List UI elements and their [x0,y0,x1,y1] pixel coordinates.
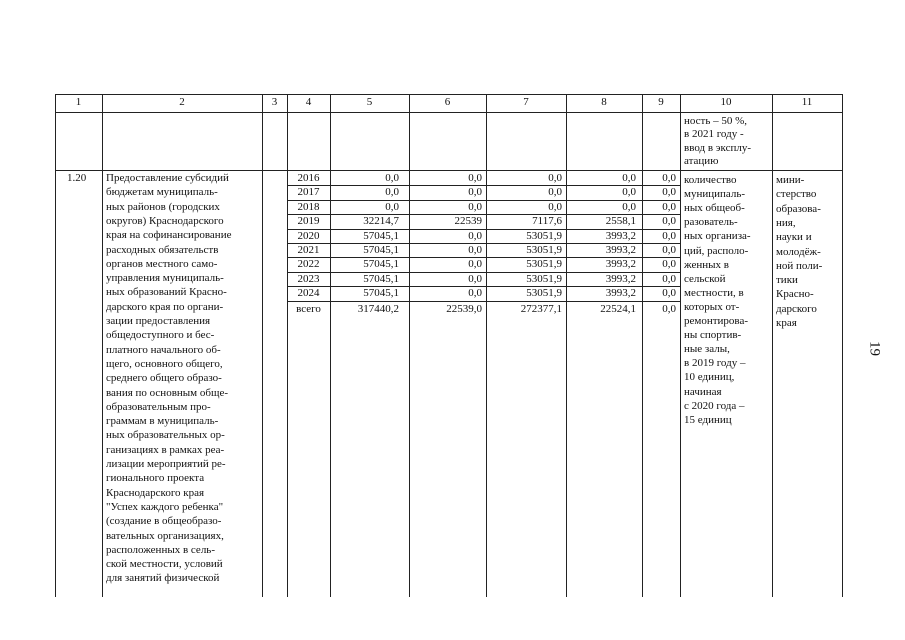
description-line: платного начального об- [106,343,221,356]
value-col6: 0,0 [468,172,482,184]
description-line: (создание в общеобразо- [106,515,222,528]
header-cell-5: 5 [366,96,373,108]
description-line: края на софинансирование [106,229,232,242]
continuation-line: в 2021 году - [684,128,744,141]
value-col9: 0,0 [662,215,676,228]
description-line: округов) Краснодарского [106,214,224,227]
continuation-row-border [55,170,842,171]
column-border-4 [330,94,331,597]
year-cell: 2022 [297,258,320,271]
value-col5: 57045,1 [363,272,399,285]
total-col7: 272377,1 [520,302,562,315]
header-bottom-border [55,112,842,113]
indicator-line: женных в [684,258,729,271]
column-border-9 [680,94,681,597]
description-line: расположенных в сель- [106,543,215,556]
description-line: управления муниципаль- [106,272,224,285]
value-col6: 22539 [454,215,482,228]
column-border-5 [409,94,410,597]
value-col8: 3993,2 [605,244,636,256]
column-border-7 [566,94,567,597]
indicator-line: сельской [684,272,726,285]
responsible-line: мини- [776,174,805,186]
responsible-line: дарского [776,302,817,315]
value-col7: 53051,9 [526,287,562,300]
value-col5: 57045,1 [363,244,399,256]
column-border-0 [55,94,56,597]
value-col5: 0,0 [385,200,399,213]
value-col5: 0,0 [385,186,399,199]
year-cell: 2017 [297,186,320,199]
value-col5: 57045,1 [363,229,399,242]
header-cell-10: 10 [720,96,732,108]
value-col8: 3993,2 [605,229,636,242]
description-line: вания по основным обще- [106,386,228,399]
column-border-1 [102,94,103,597]
description-line: зации предоставления [106,315,211,327]
indicator-line: в 2019 году – [684,357,746,370]
responsible-line: Красно- [776,288,814,301]
column-border-11 [842,94,843,597]
row-number: 1.20 [67,172,87,184]
value-col9: 0,0 [662,200,676,213]
description-line: ганизациях в рамках реа- [106,443,225,456]
description-line: органов местного само- [106,257,218,270]
header-cell-4: 4 [305,96,312,108]
responsible-line: края [776,317,797,329]
indicator-line: которых от- [684,300,740,313]
value-col7: 0,0 [548,200,562,213]
description-line: ных образовательных ор- [106,429,225,442]
year-row-border [287,301,680,302]
continuation-line: ность – 50 %, [684,115,748,127]
value-col5: 57045,1 [363,287,399,300]
indicator-line: муниципаль- [684,188,746,201]
year-cell: 2024 [297,287,320,300]
value-col7: 53051,9 [526,272,562,285]
value-col8: 3993,2 [605,258,636,271]
description-line: граммам в муниципаль- [106,415,219,428]
value-col5: 32214,7 [363,215,399,228]
value-col6: 0,0 [468,272,482,285]
value-col8: 0,0 [622,200,636,213]
description-line: образовательным про- [106,400,211,413]
indicator-line: начиная [684,385,722,398]
total-col9: 0,0 [662,302,676,315]
continuation-line: атацию [684,154,719,167]
indicator-line: ны спортив- [684,329,742,342]
year-cell: 2018 [297,200,320,213]
description-line: гионального проекта [106,472,205,485]
value-col6: 0,0 [468,287,482,300]
description-line: среднего общего образо- [106,372,222,385]
indicator-line: 15 единиц [684,413,732,426]
year-cell: 2019 [297,215,320,228]
value-col9: 0,0 [662,272,676,285]
column-border-6 [486,94,487,597]
value-col8: 2558,1 [605,215,636,228]
header-cell-8: 8 [601,96,607,108]
year-cell: 2023 [297,272,320,285]
value-col8: 3993,2 [605,287,636,300]
value-col6: 0,0 [468,258,482,271]
indicator-line: ных организа- [684,230,751,243]
value-col6: 0,0 [468,200,482,213]
table-top-border [55,94,842,95]
description-line: дарского края по органи- [106,300,224,313]
indicator-line: разователь- [684,216,738,229]
indicator-line: ций, располо- [684,244,749,257]
value-col6: 0,0 [468,186,482,199]
total-col8: 22524,1 [600,302,636,315]
indicator-line: с 2020 года – [684,399,745,412]
value-col7: 0,0 [548,186,562,199]
description-line: щего, основного общего, [106,357,223,370]
value-col5: 0,0 [385,172,399,184]
value-col9: 0,0 [662,287,676,300]
column-border-2 [262,94,263,597]
year-cell: 2020 [297,229,320,242]
description-line: общедоступного и бес- [106,329,215,342]
indicator-line: ных общеоб- [684,202,745,215]
description-line: ных образований Красно- [106,286,227,299]
responsible-line: стерство [776,188,817,201]
description-line: вательных организациях, [106,529,224,542]
column-border-10 [772,94,773,597]
page-number: 19 [866,341,883,356]
value-col9: 0,0 [662,172,676,184]
indicator-line: ные залы, [684,343,730,356]
description-line: для занятий физической [106,572,220,585]
value-col7: 53051,9 [526,258,562,271]
description-line: "Успех каждого ребенка" [106,500,224,513]
indicator-line: количество [684,174,737,186]
value-col9: 0,0 [662,258,676,271]
responsible-line: ния, [776,216,796,229]
description-line: лизации мероприятий ре- [106,458,226,470]
value-col7: 0,0 [548,172,562,184]
year-cell: 2016 [297,172,320,184]
value-col8: 3993,2 [605,272,636,285]
column-border-3 [287,94,288,597]
header-cell-6: 6 [444,96,451,108]
year-cell: 2021 [297,244,320,256]
indicator-line: местности, в [684,286,744,299]
description-line: Краснодарского края [106,486,205,499]
description-line: ской местности, условий [106,558,223,571]
value-col6: 0,0 [468,244,482,256]
header-cell-9: 9 [658,96,664,108]
description-line: ных районов (городских [106,200,220,213]
continuation-line: ввод в эксплу- [684,141,751,154]
value-col9: 0,0 [662,244,676,256]
value-col7: 53051,9 [526,244,562,256]
column-border-8 [642,94,643,597]
description-line: бюджетам муниципаль- [106,186,218,199]
header-cell-1: 1 [75,96,82,108]
indicator-line: 10 единиц, [684,371,735,384]
description-line: Предоставление субсидий [106,172,229,184]
responsible-line: тики [776,274,798,287]
value-col7: 53051,9 [526,229,562,242]
responsible-line: науки и [776,231,812,244]
responsible-line: образова- [776,202,821,215]
value-col7: 7117,6 [532,215,562,228]
responsible-line: молодёж- [776,245,821,258]
value-col5: 57045,1 [363,258,399,271]
total-col5: 317440,2 [357,302,399,315]
total-label: всего [296,302,321,315]
indicator-line: ремонтирова- [684,315,749,327]
value-col8: 0,0 [622,186,636,199]
value-col8: 0,0 [622,172,636,184]
value-col9: 0,0 [662,229,676,242]
header-cell-11: 11 [801,96,813,108]
description-line: расходных обязательств [106,243,219,256]
header-cell-7: 7 [523,96,529,108]
responsible-line: ной поли- [776,259,823,272]
total-col6: 22539,0 [446,302,482,315]
value-col6: 0,0 [468,229,482,242]
header-cell-3: 3 [271,96,278,108]
header-cell-2: 2 [179,96,185,108]
value-col9: 0,0 [662,186,676,199]
